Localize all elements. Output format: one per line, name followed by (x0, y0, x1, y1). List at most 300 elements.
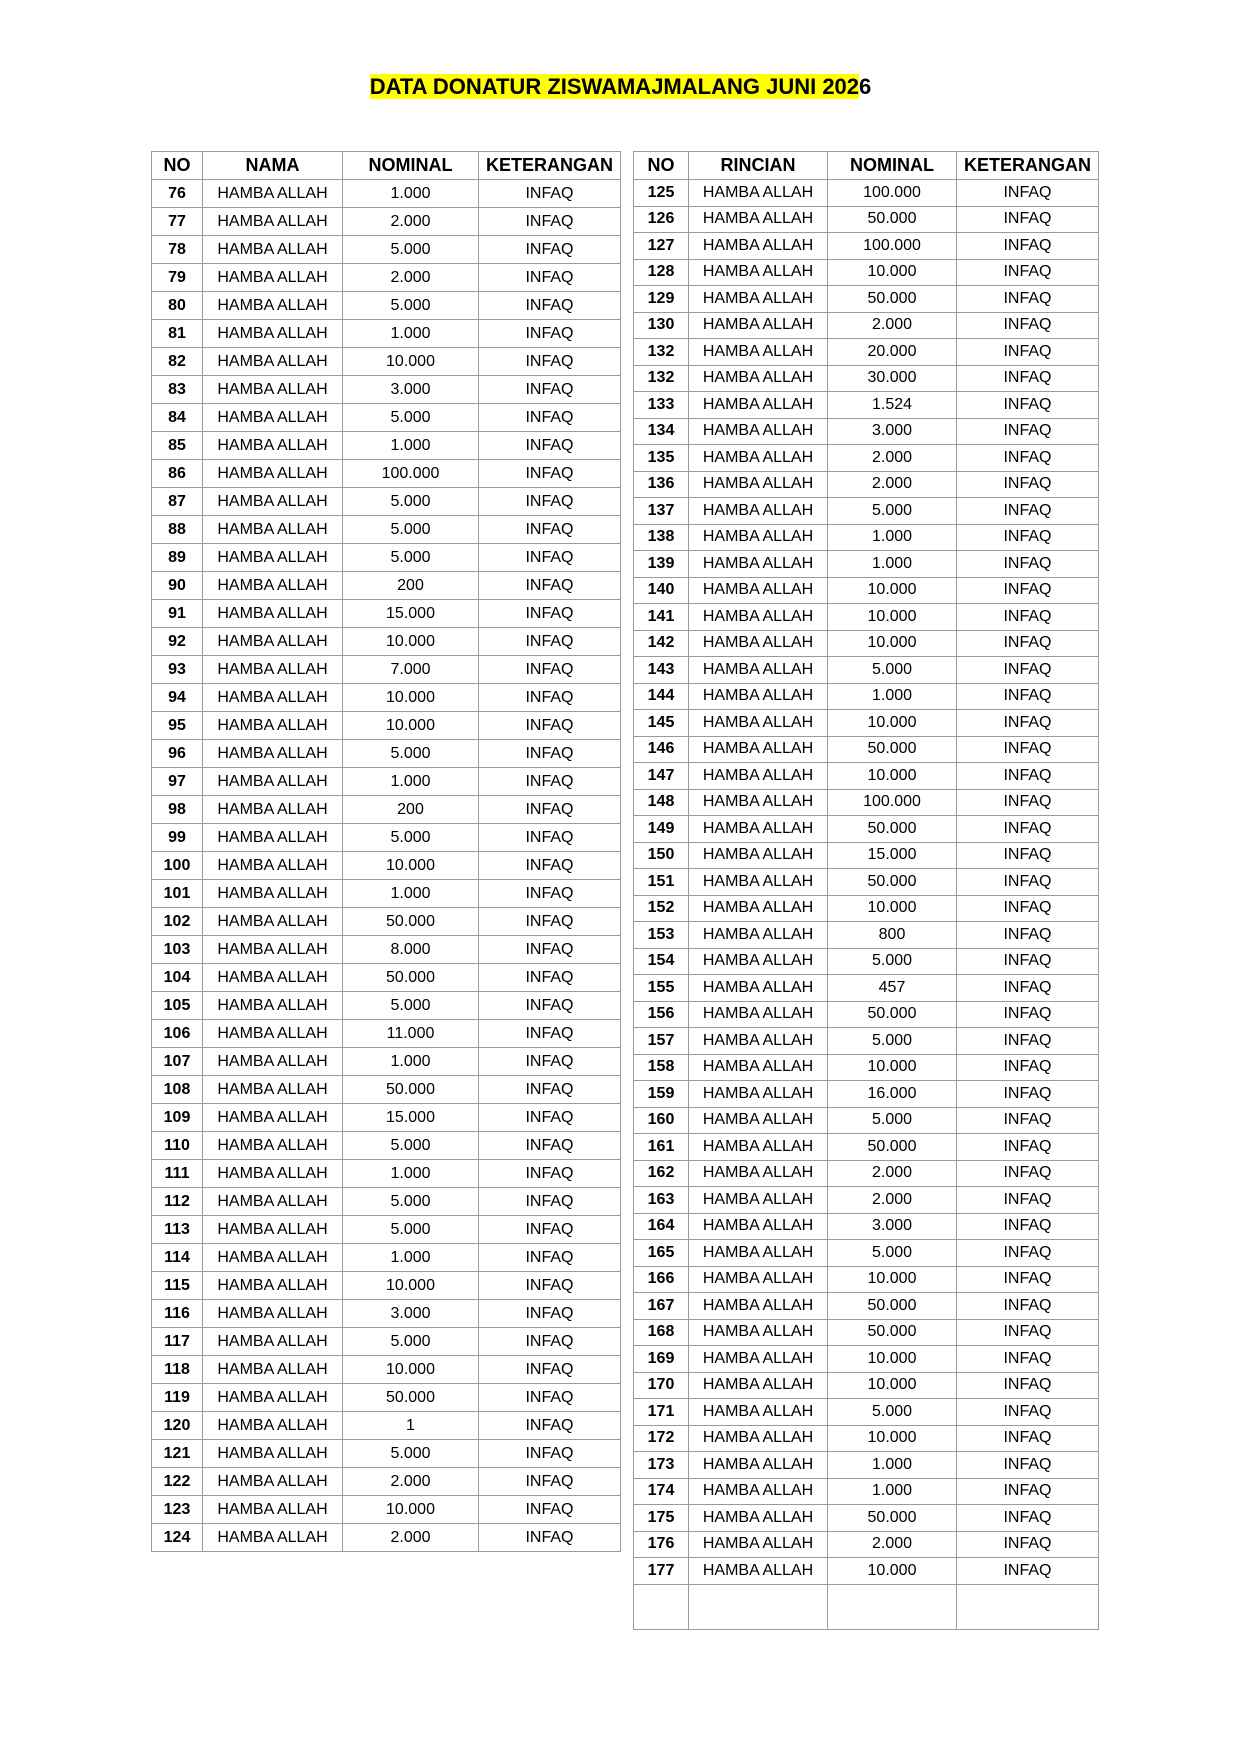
nominal-cell: 10.000 (828, 577, 957, 604)
name-cell: HAMBA ALLAH (203, 432, 343, 460)
no-cell: 166 (634, 1266, 689, 1293)
keterangan-cell: INFAQ (479, 1076, 621, 1104)
name-cell: HAMBA ALLAH (203, 460, 343, 488)
name-cell: HAMBA ALLAH (689, 1160, 828, 1187)
table-body-right (634, 180, 1099, 1630)
table-row (634, 1425, 1099, 1452)
keterangan-cell: INFAQ (479, 460, 621, 488)
no-cell: 126 (634, 206, 689, 233)
table-row (152, 1300, 621, 1328)
nominal-cell: 5.000 (343, 1188, 479, 1216)
no-cell: 95 (152, 712, 203, 740)
nominal-cell: 5.000 (828, 1107, 957, 1134)
no-cell: 116 (152, 1300, 203, 1328)
table-row (634, 365, 1099, 392)
keterangan-cell: INFAQ (957, 1240, 1099, 1267)
no-cell: 91 (152, 600, 203, 628)
nominal-cell: 100.000 (828, 789, 957, 816)
no-cell: 107 (152, 1048, 203, 1076)
table-row (634, 1001, 1099, 1028)
name-cell: HAMBA ALLAH (689, 816, 828, 843)
no-cell: 93 (152, 656, 203, 684)
table-row (634, 1505, 1099, 1532)
no-cell: 149 (634, 816, 689, 843)
table-row (152, 740, 621, 768)
no-cell: 115 (152, 1272, 203, 1300)
header-nominal: NOMINAL (828, 152, 957, 180)
nominal-cell: 200 (343, 572, 479, 600)
keterangan-cell: INFAQ (479, 292, 621, 320)
nominal-cell: 10.000 (343, 348, 479, 376)
no-cell: 154 (634, 948, 689, 975)
name-cell: HAMBA ALLAH (689, 339, 828, 366)
keterangan-cell: INFAQ (957, 392, 1099, 419)
table-row (152, 684, 621, 712)
nominal-cell: 50.000 (828, 1319, 957, 1346)
table-row (152, 236, 621, 264)
keterangan-cell: INFAQ (957, 763, 1099, 790)
name-cell: HAMBA ALLAH (689, 233, 828, 260)
no-cell: 177 (634, 1558, 689, 1585)
table-row (634, 180, 1099, 207)
name-cell: HAMBA ALLAH (689, 418, 828, 445)
nominal-cell: 5.000 (828, 657, 957, 684)
no-cell: 156 (634, 1001, 689, 1028)
header-rincian: RINCIAN (689, 152, 828, 180)
table-row (152, 964, 621, 992)
nominal-cell: 1.000 (828, 1452, 957, 1479)
keterangan-cell: INFAQ (957, 418, 1099, 445)
table-row (634, 312, 1099, 339)
name-cell: HAMBA ALLAH (689, 1425, 828, 1452)
table-row (634, 445, 1099, 472)
nominal-cell: 15.000 (828, 842, 957, 869)
header-no: NO (152, 152, 203, 180)
name-cell: HAMBA ALLAH (689, 789, 828, 816)
table-row (152, 656, 621, 684)
nominal-cell: 5.000 (343, 1328, 479, 1356)
table-row (634, 339, 1099, 366)
no-cell: 150 (634, 842, 689, 869)
no-cell: 106 (152, 1020, 203, 1048)
name-cell: HAMBA ALLAH (203, 1160, 343, 1188)
table-row (152, 1048, 621, 1076)
keterangan-cell: INFAQ (479, 992, 621, 1020)
name-cell (689, 1584, 828, 1629)
name-cell: HAMBA ALLAH (689, 763, 828, 790)
nominal-cell: 50.000 (828, 1505, 957, 1532)
nominal-cell: 10.000 (343, 1496, 479, 1524)
header-keterangan: KETERANGAN (957, 152, 1099, 180)
keterangan-cell: INFAQ (479, 628, 621, 656)
nominal-cell: 10.000 (343, 852, 479, 880)
name-cell: HAMBA ALLAH (203, 628, 343, 656)
nominal-cell: 50.000 (828, 736, 957, 763)
nominal-cell: 1 (343, 1412, 479, 1440)
no-cell: 139 (634, 551, 689, 578)
table-row (634, 657, 1099, 684)
keterangan-cell: INFAQ (479, 852, 621, 880)
keterangan-cell: INFAQ (957, 498, 1099, 525)
no-cell: 122 (152, 1468, 203, 1496)
no-cell: 151 (634, 869, 689, 896)
table-row (634, 1213, 1099, 1240)
nominal-cell: 1.000 (343, 432, 479, 460)
nominal-cell: 50.000 (828, 1134, 957, 1161)
nominal-cell: 1.000 (343, 1244, 479, 1272)
table-row (152, 768, 621, 796)
table-row (634, 1452, 1099, 1479)
nominal-cell: 50.000 (828, 1001, 957, 1028)
no-cell: 133 (634, 392, 689, 419)
keterangan-cell: INFAQ (479, 1328, 621, 1356)
no-cell: 160 (634, 1107, 689, 1134)
no-cell: 145 (634, 710, 689, 737)
name-cell: HAMBA ALLAH (689, 1054, 828, 1081)
no-cell: 105 (152, 992, 203, 1020)
nominal-cell: 5.000 (343, 1216, 479, 1244)
keterangan-cell: INFAQ (957, 1081, 1099, 1108)
donor-table-right (633, 151, 1099, 1630)
nominal-cell: 2.000 (343, 1524, 479, 1552)
name-cell: HAMBA ALLAH (203, 1468, 343, 1496)
no-cell: 155 (634, 975, 689, 1002)
name-cell: HAMBA ALLAH (689, 1346, 828, 1373)
name-cell: HAMBA ALLAH (689, 1001, 828, 1028)
nominal-cell: 100.000 (343, 460, 479, 488)
name-cell: HAMBA ALLAH (203, 1440, 343, 1468)
nominal-cell: 50.000 (343, 964, 479, 992)
keterangan-cell: INFAQ (479, 1216, 621, 1244)
name-cell: HAMBA ALLAH (689, 975, 828, 1002)
keterangan-cell: INFAQ (957, 604, 1099, 631)
nominal-cell: 50.000 (828, 816, 957, 843)
table-row (634, 1346, 1099, 1373)
table-row (634, 206, 1099, 233)
name-cell: HAMBA ALLAH (203, 572, 343, 600)
name-cell: HAMBA ALLAH (203, 320, 343, 348)
no-cell: 117 (152, 1328, 203, 1356)
no-cell: 159 (634, 1081, 689, 1108)
no-cell: 88 (152, 516, 203, 544)
keterangan-cell: INFAQ (957, 551, 1099, 578)
no-cell: 137 (634, 498, 689, 525)
name-cell: HAMBA ALLAH (689, 259, 828, 286)
table-row (634, 392, 1099, 419)
nominal-cell: 15.000 (343, 1104, 479, 1132)
name-cell: HAMBA ALLAH (203, 796, 343, 824)
nominal-cell: 800 (828, 922, 957, 949)
no-cell: 167 (634, 1293, 689, 1320)
no-cell: 99 (152, 824, 203, 852)
no-cell: 123 (152, 1496, 203, 1524)
keterangan-cell: INFAQ (957, 710, 1099, 737)
table-row (634, 948, 1099, 975)
keterangan-cell: INFAQ (479, 1524, 621, 1552)
nominal-cell: 3.000 (828, 418, 957, 445)
keterangan-cell: INFAQ (957, 524, 1099, 551)
title-container (0, 72, 1241, 102)
no-cell: 127 (634, 233, 689, 260)
table-row (634, 233, 1099, 260)
no-cell: 98 (152, 796, 203, 824)
table-row (634, 604, 1099, 631)
nominal-cell: 5.000 (343, 292, 479, 320)
no-cell: 142 (634, 630, 689, 657)
no-cell: 87 (152, 488, 203, 516)
table-row (152, 1104, 621, 1132)
table-row (152, 1356, 621, 1384)
no-cell: 94 (152, 684, 203, 712)
no-cell: 124 (152, 1524, 203, 1552)
name-cell: HAMBA ALLAH (203, 180, 343, 208)
table-row (152, 516, 621, 544)
name-cell: HAMBA ALLAH (689, 445, 828, 472)
no-cell: 132 (634, 365, 689, 392)
keterangan-cell: INFAQ (957, 1346, 1099, 1373)
nominal-cell: 50.000 (828, 286, 957, 313)
name-cell: HAMBA ALLAH (689, 922, 828, 949)
no-cell: 170 (634, 1372, 689, 1399)
table-row (152, 1076, 621, 1104)
name-cell: HAMBA ALLAH (203, 1048, 343, 1076)
name-cell: HAMBA ALLAH (689, 948, 828, 975)
name-cell: HAMBA ALLAH (203, 880, 343, 908)
nominal-cell: 8.000 (343, 936, 479, 964)
keterangan-cell: INFAQ (957, 842, 1099, 869)
name-cell: HAMBA ALLAH (689, 1531, 828, 1558)
nominal-cell: 50.000 (343, 908, 479, 936)
no-cell: 82 (152, 348, 203, 376)
keterangan-cell: INFAQ (479, 824, 621, 852)
nominal-cell: 10.000 (828, 1266, 957, 1293)
no-cell: 168 (634, 1319, 689, 1346)
name-cell: HAMBA ALLAH (689, 895, 828, 922)
table-row (152, 432, 621, 460)
keterangan-cell: INFAQ (957, 1266, 1099, 1293)
no-cell: 84 (152, 404, 203, 432)
keterangan-cell: INFAQ (957, 1425, 1099, 1452)
name-cell: HAMBA ALLAH (203, 376, 343, 404)
page-title (366, 72, 876, 102)
no-cell: 80 (152, 292, 203, 320)
name-cell: HAMBA ALLAH (203, 1300, 343, 1328)
nominal-cell: 30.000 (828, 365, 957, 392)
keterangan-cell: INFAQ (479, 600, 621, 628)
nominal-cell: 1.000 (828, 1478, 957, 1505)
nominal-cell: 10.000 (828, 630, 957, 657)
nominal-cell: 5.000 (828, 1028, 957, 1055)
table-row (634, 1028, 1099, 1055)
keterangan-cell: INFAQ (479, 1468, 621, 1496)
name-cell: HAMBA ALLAH (203, 908, 343, 936)
keterangan-cell: INFAQ (957, 312, 1099, 339)
no-cell: 102 (152, 908, 203, 936)
table-row (634, 1107, 1099, 1134)
keterangan-cell: INFAQ (479, 1384, 621, 1412)
keterangan-cell: INFAQ (479, 908, 621, 936)
table-row (634, 1558, 1099, 1585)
name-cell: HAMBA ALLAH (203, 1132, 343, 1160)
table-row (152, 208, 621, 236)
table-row (152, 1496, 621, 1524)
table-row (634, 1266, 1099, 1293)
name-cell: HAMBA ALLAH (689, 736, 828, 763)
name-cell: HAMBA ALLAH (203, 824, 343, 852)
name-cell: HAMBA ALLAH (203, 1356, 343, 1384)
nominal-cell: 10.000 (828, 1425, 957, 1452)
keterangan-cell: INFAQ (957, 471, 1099, 498)
keterangan-cell: INFAQ (479, 236, 621, 264)
name-cell: HAMBA ALLAH (689, 392, 828, 419)
no-cell: 130 (634, 312, 689, 339)
no-cell: 152 (634, 895, 689, 922)
table-row (634, 259, 1099, 286)
table-row (152, 908, 621, 936)
keterangan-cell: INFAQ (957, 1531, 1099, 1558)
table-row (152, 824, 621, 852)
nominal-cell: 457 (828, 975, 957, 1002)
table-row (634, 1584, 1099, 1629)
name-cell: HAMBA ALLAH (689, 524, 828, 551)
nominal-cell: 200 (343, 796, 479, 824)
nominal-cell: 1.000 (343, 1160, 479, 1188)
nominal-cell: 2.000 (828, 1531, 957, 1558)
nominal-cell: 7.000 (343, 656, 479, 684)
keterangan-cell: INFAQ (957, 895, 1099, 922)
no-cell: 148 (634, 789, 689, 816)
table-row (634, 1372, 1099, 1399)
no-cell: 162 (634, 1160, 689, 1187)
keterangan-cell: INFAQ (479, 320, 621, 348)
nominal-cell: 2.000 (343, 264, 479, 292)
nominal-cell: 3.000 (343, 1300, 479, 1328)
no-cell: 163 (634, 1187, 689, 1214)
no-cell: 171 (634, 1399, 689, 1426)
table-row (634, 1399, 1099, 1426)
name-cell: HAMBA ALLAH (203, 1384, 343, 1412)
keterangan-cell: INFAQ (957, 577, 1099, 604)
name-cell: HAMBA ALLAH (203, 516, 343, 544)
keterangan-cell: INFAQ (957, 445, 1099, 472)
nominal-cell: 10.000 (343, 712, 479, 740)
table-row (152, 404, 621, 432)
table-row (634, 975, 1099, 1002)
keterangan-cell: INFAQ (479, 1132, 621, 1160)
page-title-rest: 6 (859, 74, 872, 99)
name-cell: HAMBA ALLAH (689, 365, 828, 392)
keterangan-cell: INFAQ (479, 1356, 621, 1384)
nominal-cell: 10.000 (828, 763, 957, 790)
table-row (152, 180, 621, 208)
no-cell: 97 (152, 768, 203, 796)
donor-table-left (151, 151, 621, 1552)
keterangan-cell: INFAQ (479, 1300, 621, 1328)
keterangan-cell: INFAQ (479, 180, 621, 208)
no-cell: 108 (152, 1076, 203, 1104)
name-cell: HAMBA ALLAH (203, 768, 343, 796)
keterangan-cell: INFAQ (479, 516, 621, 544)
keterangan-cell: INFAQ (957, 1399, 1099, 1426)
table-row (634, 869, 1099, 896)
table-row (634, 1531, 1099, 1558)
no-cell: 164 (634, 1213, 689, 1240)
table-row (152, 880, 621, 908)
nominal-cell: 15.000 (343, 600, 479, 628)
name-cell: HAMBA ALLAH (689, 1293, 828, 1320)
nominal-cell: 1.000 (828, 551, 957, 578)
keterangan-cell: INFAQ (479, 936, 621, 964)
name-cell: HAMBA ALLAH (689, 630, 828, 657)
no-cell: 174 (634, 1478, 689, 1505)
no-cell: 79 (152, 264, 203, 292)
table-row (634, 763, 1099, 790)
name-cell: HAMBA ALLAH (203, 292, 343, 320)
keterangan-cell: INFAQ (957, 1028, 1099, 1055)
no-cell: 89 (152, 544, 203, 572)
table-row (152, 264, 621, 292)
nominal-cell: 10.000 (828, 895, 957, 922)
table-row (152, 1160, 621, 1188)
nominal-cell: 2.000 (828, 471, 957, 498)
table-row (152, 992, 621, 1020)
keterangan-cell: INFAQ (479, 1104, 621, 1132)
keterangan-cell: INFAQ (479, 1496, 621, 1524)
no-cell: 134 (634, 418, 689, 445)
no-cell: 114 (152, 1244, 203, 1272)
nominal-cell: 5.000 (828, 1399, 957, 1426)
no-cell: 86 (152, 460, 203, 488)
name-cell: HAMBA ALLAH (689, 1266, 828, 1293)
name-cell: HAMBA ALLAH (689, 1240, 828, 1267)
nominal-cell: 10.000 (343, 684, 479, 712)
nominal-cell: 5.000 (828, 498, 957, 525)
no-cell: 100 (152, 852, 203, 880)
no-cell: 103 (152, 936, 203, 964)
keterangan-cell: INFAQ (957, 789, 1099, 816)
table-row (152, 936, 621, 964)
name-cell: HAMBA ALLAH (689, 710, 828, 737)
keterangan-cell: INFAQ (957, 948, 1099, 975)
name-cell: HAMBA ALLAH (203, 348, 343, 376)
keterangan-cell: INFAQ (957, 922, 1099, 949)
table-row (152, 488, 621, 516)
keterangan-cell: INFAQ (479, 488, 621, 516)
table-row (634, 1054, 1099, 1081)
table-row (634, 683, 1099, 710)
nominal-cell: 2.000 (828, 445, 957, 472)
table-row (152, 1272, 621, 1300)
table-row (152, 376, 621, 404)
no-cell: 147 (634, 763, 689, 790)
keterangan-cell: INFAQ (957, 816, 1099, 843)
nominal-cell: 2.000 (828, 1187, 957, 1214)
table-row (152, 1328, 621, 1356)
no-cell: 153 (634, 922, 689, 949)
no-cell: 104 (152, 964, 203, 992)
table-row (152, 1188, 621, 1216)
nominal-cell: 10.000 (828, 1372, 957, 1399)
nominal-cell: 5.000 (343, 1440, 479, 1468)
no-cell: 129 (634, 286, 689, 313)
name-cell: HAMBA ALLAH (203, 992, 343, 1020)
name-cell: HAMBA ALLAH (203, 740, 343, 768)
table-row (634, 471, 1099, 498)
keterangan-cell: INFAQ (957, 1505, 1099, 1532)
no-cell: 118 (152, 1356, 203, 1384)
table-row (634, 286, 1099, 313)
nominal-cell: 10.000 (343, 1356, 479, 1384)
